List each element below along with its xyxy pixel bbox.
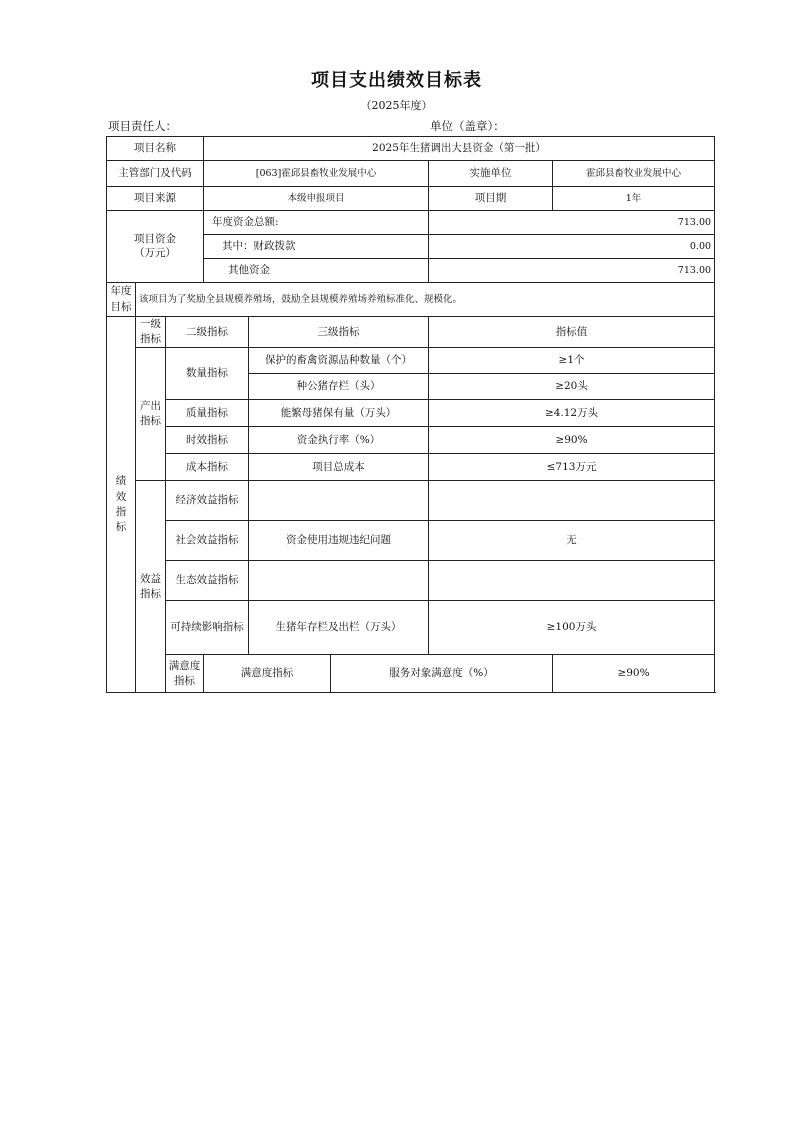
eco-indicator-name (249, 561, 429, 601)
row-satisfaction (107, 655, 715, 693)
project-name-value: 2025年生猪调出大县资金（第一批） (204, 137, 715, 161)
time-indicator-label: 时效指标 (166, 427, 249, 454)
dept-value: [063]霍邱县畜牧业发展中心 (204, 161, 429, 187)
annual-goal-label: 年度目标 (107, 283, 136, 317)
time-indicator-value: ≥90% (429, 427, 715, 454)
eco-indicator-value (429, 561, 715, 601)
qty-indicator-value: ≥1个 (429, 348, 715, 374)
funds-total-label: 年度资金总额: (204, 211, 429, 235)
funds-fiscal-value: 0.00 (429, 235, 715, 259)
performance-target-table (106, 136, 715, 693)
year-label: （2025年度） (360, 99, 433, 112)
funds-other-value: 713.00 (429, 259, 715, 283)
funds-fiscal-label: 其中：财政拨款 (204, 235, 429, 259)
quality-indicator-label: 质量指标 (166, 400, 249, 427)
impl-unit-value: 霍邱县畜牧业发展中心 (553, 161, 715, 187)
time-indicator-name: 资金执行率（%） (249, 427, 429, 454)
header-level2: 二级指标 (166, 317, 249, 348)
row-project-name (107, 137, 715, 161)
funds-other-label: 其他资金 (204, 259, 429, 283)
sustain-indicator-label: 可持续影响指标 (166, 601, 249, 655)
annual-goal-text: 该项目为了奖励全县规模养殖场，鼓励全县规模养殖场养殖标准化、规模化。 (136, 283, 715, 317)
eco-indicator-label: 生态效益指标 (166, 561, 249, 601)
social-indicator-name: 资金使用违规违纪问题 (249, 521, 429, 561)
dept-label: 主管部门及代码 (107, 161, 204, 187)
row-eco (107, 561, 715, 601)
social-indicator-value: 无 (429, 521, 715, 561)
cost-indicator-name: 项目总成本 (249, 454, 429, 481)
satisfaction-indicator-value: ≥90% (553, 655, 715, 693)
period-label: 项目期 (429, 187, 553, 211)
funds-total-value: 713.00 (429, 211, 715, 235)
row-perf-header (107, 317, 715, 348)
impl-unit-label: 实施单位 (429, 161, 553, 187)
sustain-indicator-name: 生猪年存栏及出栏（万头） (249, 601, 429, 655)
econ-indicator-label: 经济效益指标 (166, 481, 249, 521)
econ-indicator-name (249, 481, 429, 521)
quality-indicator-value: ≥4.12万头 (429, 400, 715, 427)
sustain-indicator-value: ≥100万头 (429, 601, 715, 655)
source-label: 项目来源 (107, 187, 204, 211)
benefit-indicator-label: 效益指标 (136, 481, 166, 693)
row-social (107, 521, 715, 561)
page-title: 项目支出绩效目标表 (311, 70, 482, 91)
unit-seal-label: 单位（盖章）： (430, 119, 505, 133)
cost-indicator-value: ≤713万元 (429, 454, 715, 481)
econ-indicator-value (429, 481, 715, 521)
satisfaction-indicator-name: 服务对象满意度（%） (331, 655, 553, 693)
satisfaction-top-label: 满意度指标 (166, 655, 204, 693)
row-sustain (107, 601, 715, 655)
row-annual-goal (107, 283, 715, 317)
satisfaction-indicator-label: 满意度指标 (204, 655, 331, 693)
perf-side-label: 绩效指标 (107, 317, 136, 693)
cost-indicator-label: 成本指标 (166, 454, 249, 481)
header-level3: 三级指标 (249, 317, 429, 348)
responsible-person-label: 项目责任人： (108, 119, 177, 133)
row-cost (107, 454, 715, 481)
row-source (107, 187, 715, 211)
row-qty-1 (107, 348, 715, 374)
row-department (107, 161, 715, 187)
funds-label: 项目资金（万元） (107, 211, 204, 283)
source-value: 本级申报项目 (204, 187, 429, 211)
header-level1: 一级指标 (136, 317, 166, 348)
quality-indicator-name: 能繁母猪保有量（万头） (249, 400, 429, 427)
project-name-label: 项目名称 (107, 137, 204, 161)
header-value: 指标值 (429, 317, 715, 348)
qty-indicator-name: 种公猪存栏（头） (249, 374, 429, 400)
social-indicator-label: 社会效益指标 (166, 521, 249, 561)
qty-indicator-value: ≥20头 (429, 374, 715, 400)
period-value: 1年 (553, 187, 715, 211)
output-indicator-label: 产出指标 (136, 348, 166, 481)
row-quality (107, 400, 715, 427)
row-time (107, 427, 715, 454)
qty-indicator-label: 数量指标 (166, 348, 249, 400)
row-econ (107, 481, 715, 521)
row-funds-total (107, 211, 715, 235)
qty-indicator-name: 保护的畜禽资源品种数量（个） (249, 348, 429, 374)
